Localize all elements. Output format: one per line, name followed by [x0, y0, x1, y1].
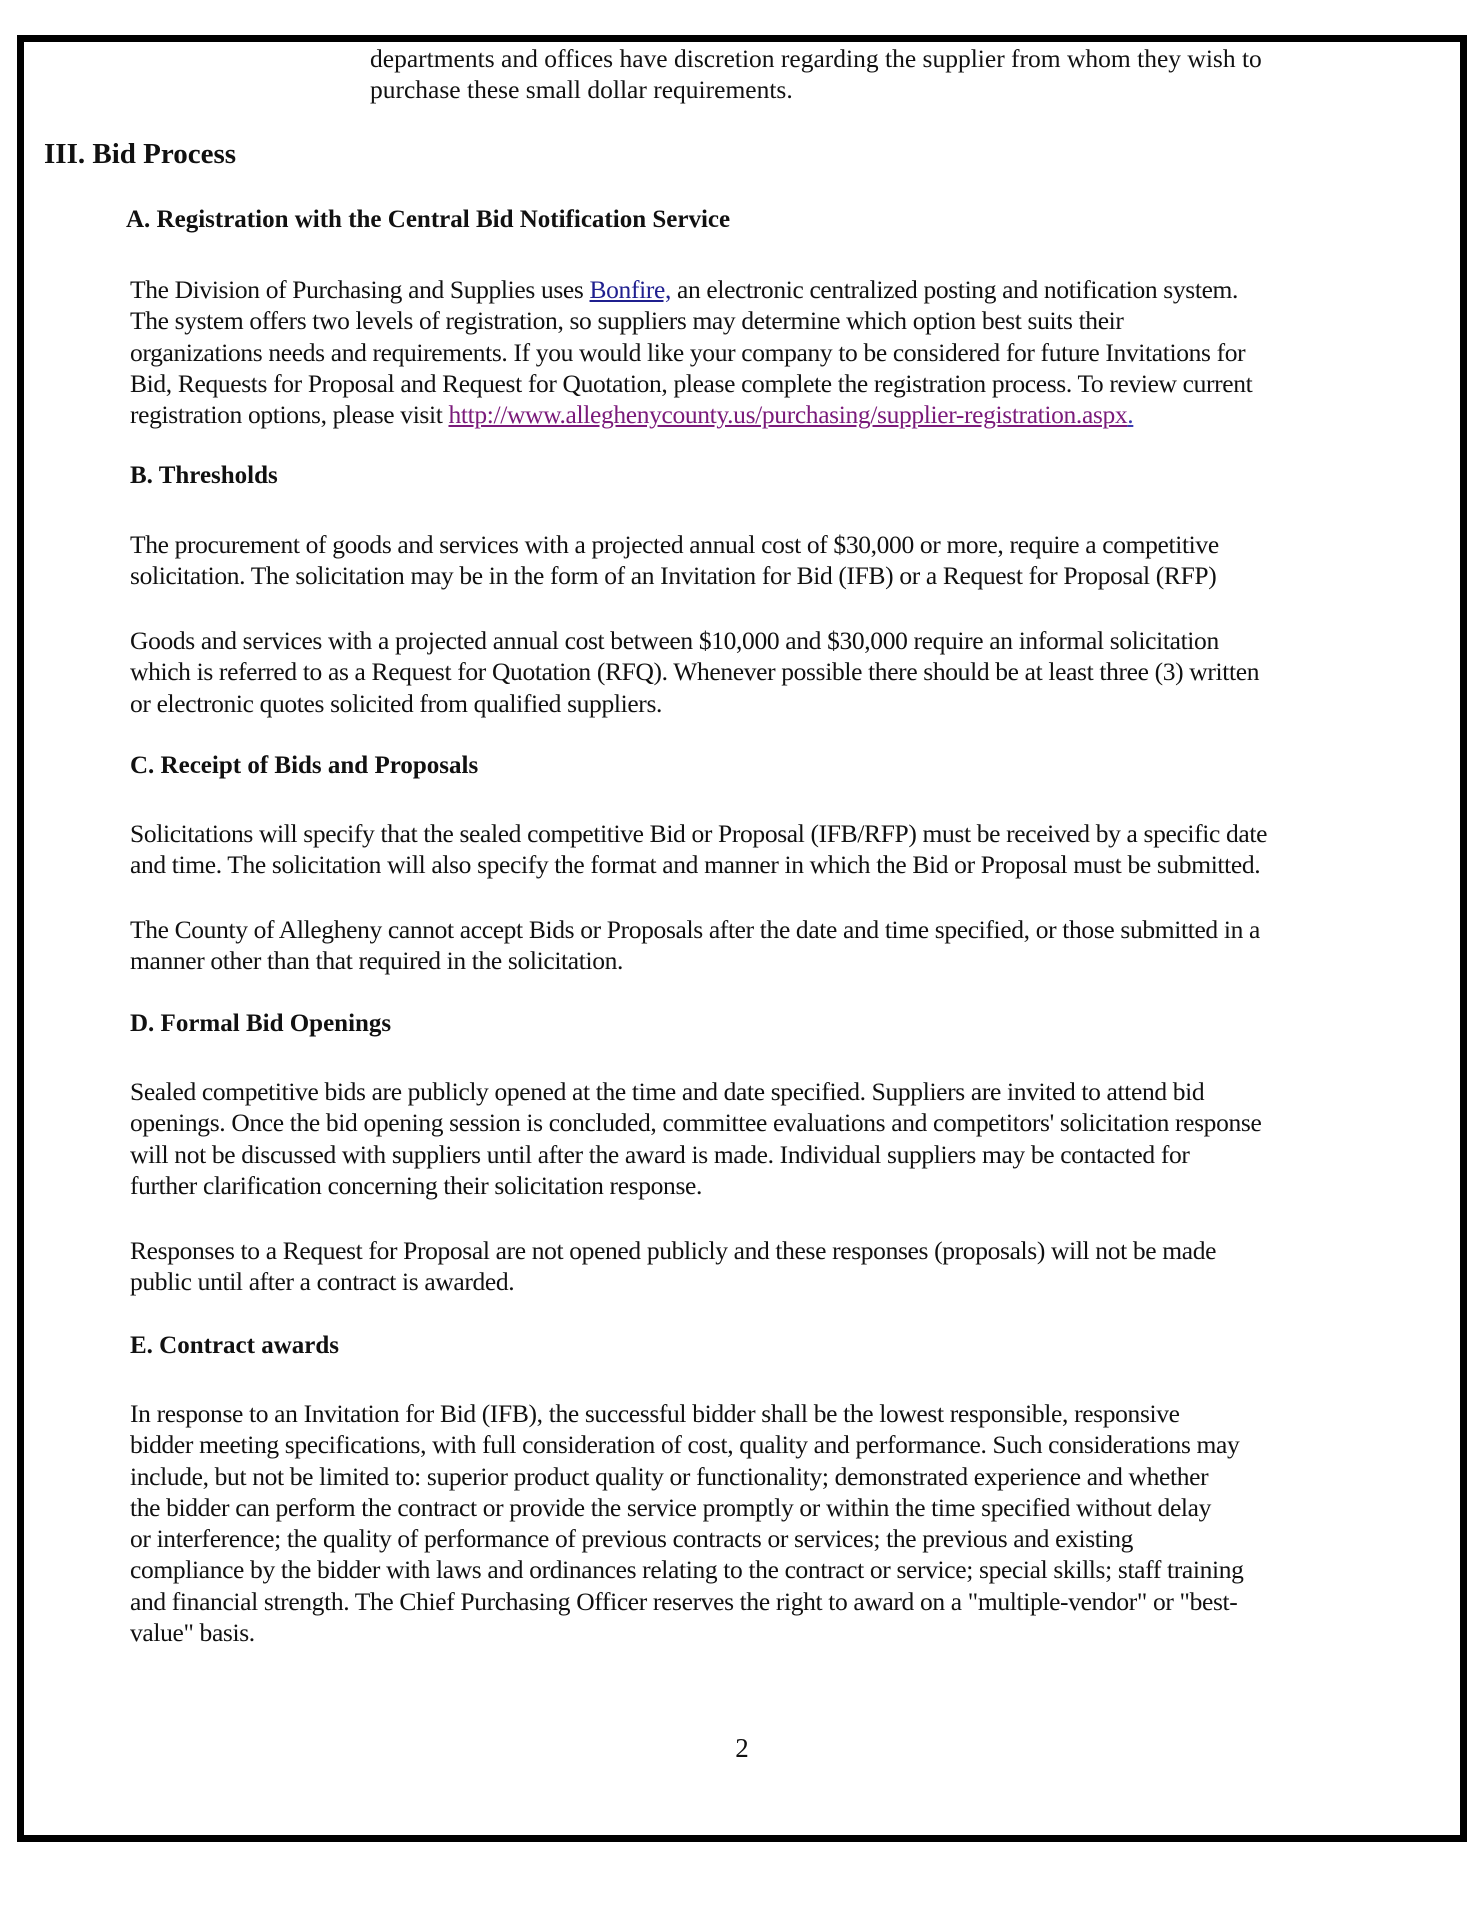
bonfire-link[interactable]: Bonfire,	[589, 275, 671, 304]
bid-openings-paragraph-2	[130, 1235, 1216, 1298]
page-number: 2	[735, 1733, 749, 1763]
paragraph-line: and time. The solicitation will also specify the format and manner in which the Bid or Proposal must be submitted.	[130, 850, 1261, 880]
thresholds-paragraph-2	[130, 625, 1259, 719]
supplier-registration-link-period[interactable]: .	[1127, 400, 1134, 430]
section-heading-bid-process: III. Bid Process	[44, 138, 237, 170]
paragraph-line: solicitation. The solicitation may be in the form of an Invitation for Bid (IFB) or a Request for Proposal (RFP)	[130, 561, 1217, 591]
subsection-heading-receipt: C. Receipt of Bids and Proposals	[130, 752, 479, 779]
paragraph-line: In response to an Invitation for Bid (IFB), the successful bidder shall be the lowest responsible, responsive	[130, 1399, 1180, 1428]
receipt-paragraph-2	[130, 914, 1260, 977]
subsection-heading-formal-bid-openings: D. Formal Bid Openings	[130, 1010, 392, 1037]
paragraph-line: Goods and services with a projected annual cost between $10,000 and $30,000 require an informal solicitation	[130, 626, 1219, 655]
paragraph-line: manner other than that required in the solicitation.	[130, 946, 624, 976]
intro-paragraph	[370, 43, 1262, 106]
paragraph-line: the bidder can perform the contract or provide the service promptly or within the time specified without delay	[130, 1492, 1212, 1522]
intro-line: purchase these small dollar requirements.	[370, 75, 793, 105]
paragraph-line: include, but not be limited to: superior product quality or functionality; demonstrated experience and whether	[130, 1461, 1209, 1491]
paragraph-line	[130, 274, 1252, 305]
subsection-heading-contract-awards: E. Contract awards	[130, 1332, 340, 1359]
registration-paragraph	[130, 274, 1252, 430]
paragraph-line: bidder meeting specifications, with full consideration of cost, quality and performance. Such considerations may	[130, 1430, 1240, 1460]
paragraph-line	[130, 399, 1252, 430]
intro-line: departments and offices have discretion regarding the supplier from whom they wish to	[370, 44, 1262, 73]
text-fragment: an electronic centralized posting and notification system.	[670, 275, 1239, 304]
paragraph-line: Bid, Requests for Proposal and Request for Quotation, please complete the registration process. To review current	[130, 368, 1253, 398]
paragraph-line: organizations needs and requirements. If you would like your company to be considered for future Invitations for	[130, 337, 1246, 367]
paragraph-line: The system offers two levels of registration, so suppliers may determine which option best suits their	[130, 306, 1124, 336]
paragraph-line: Responses to a Request for Proposal are not opened publicly and these responses (proposals) will not be made	[130, 1236, 1217, 1265]
paragraph-line: will not be discussed with suppliers until after the award is made. Individual suppliers may be contacted for	[130, 1139, 1190, 1169]
paragraph-line: Sealed competitive bids are publicly opened at the time and date specified. Suppliers are invited to attend bid	[130, 1077, 1205, 1106]
paragraph-line: Solicitations will specify that the sealed competitive Bid or Proposal (IFB/RFP) must be received by a specific date	[130, 819, 1268, 848]
paragraph-line: The County of Allegheny cannot accept Bids or Proposals after the date and time specified, or those submitted in a	[130, 915, 1260, 944]
paragraph-line: openings. Once the bid opening session is concluded, committee evaluations and competitors' solicitation response	[130, 1108, 1262, 1138]
bid-openings-paragraph-1	[130, 1076, 1261, 1201]
receipt-paragraph-1	[130, 818, 1267, 881]
text-fragment: The Division of Purchasing and Supplies uses	[130, 275, 590, 304]
paragraph-line: and financial strength. The Chief Purchasing Officer reserves the right to award on a "multiple-vendor" or "best-	[130, 1586, 1238, 1616]
paragraph-line: or interference; the quality of performance of previous contracts or services; the previous and existing	[130, 1524, 1134, 1554]
paragraph-line: value" basis.	[130, 1618, 255, 1648]
contract-awards-paragraph	[130, 1398, 1244, 1648]
paragraph-line: further clarification concerning their solicitation response.	[130, 1170, 703, 1200]
paragraph-line: compliance by the bidder with laws and ordinances relating to the contract or service; special skills; staff training	[130, 1555, 1244, 1585]
paragraph-line: which is referred to as a Request for Quotation (RFQ). Whenever possible there should be at least three (3) written	[130, 657, 1260, 687]
paragraph-line: public until after a contract is awarded.	[130, 1267, 515, 1297]
text-fragment: registration options, please visit	[130, 400, 449, 430]
subsection-heading-registration: A. Registration with the Central Bid Notification Service	[126, 206, 731, 233]
subsection-heading-thresholds: B. Thresholds	[130, 462, 278, 489]
paragraph-line: or electronic quotes solicited from qualified suppliers.	[130, 688, 663, 718]
thresholds-paragraph-1	[130, 529, 1219, 592]
supplier-registration-link[interactable]: http://www.alleghenycounty.us/purchasing/supplier-registration.aspx	[448, 400, 1128, 430]
paragraph-line: The procurement of goods and services with a projected annual cost of $30,000 or more, require a competitive	[130, 530, 1219, 559]
